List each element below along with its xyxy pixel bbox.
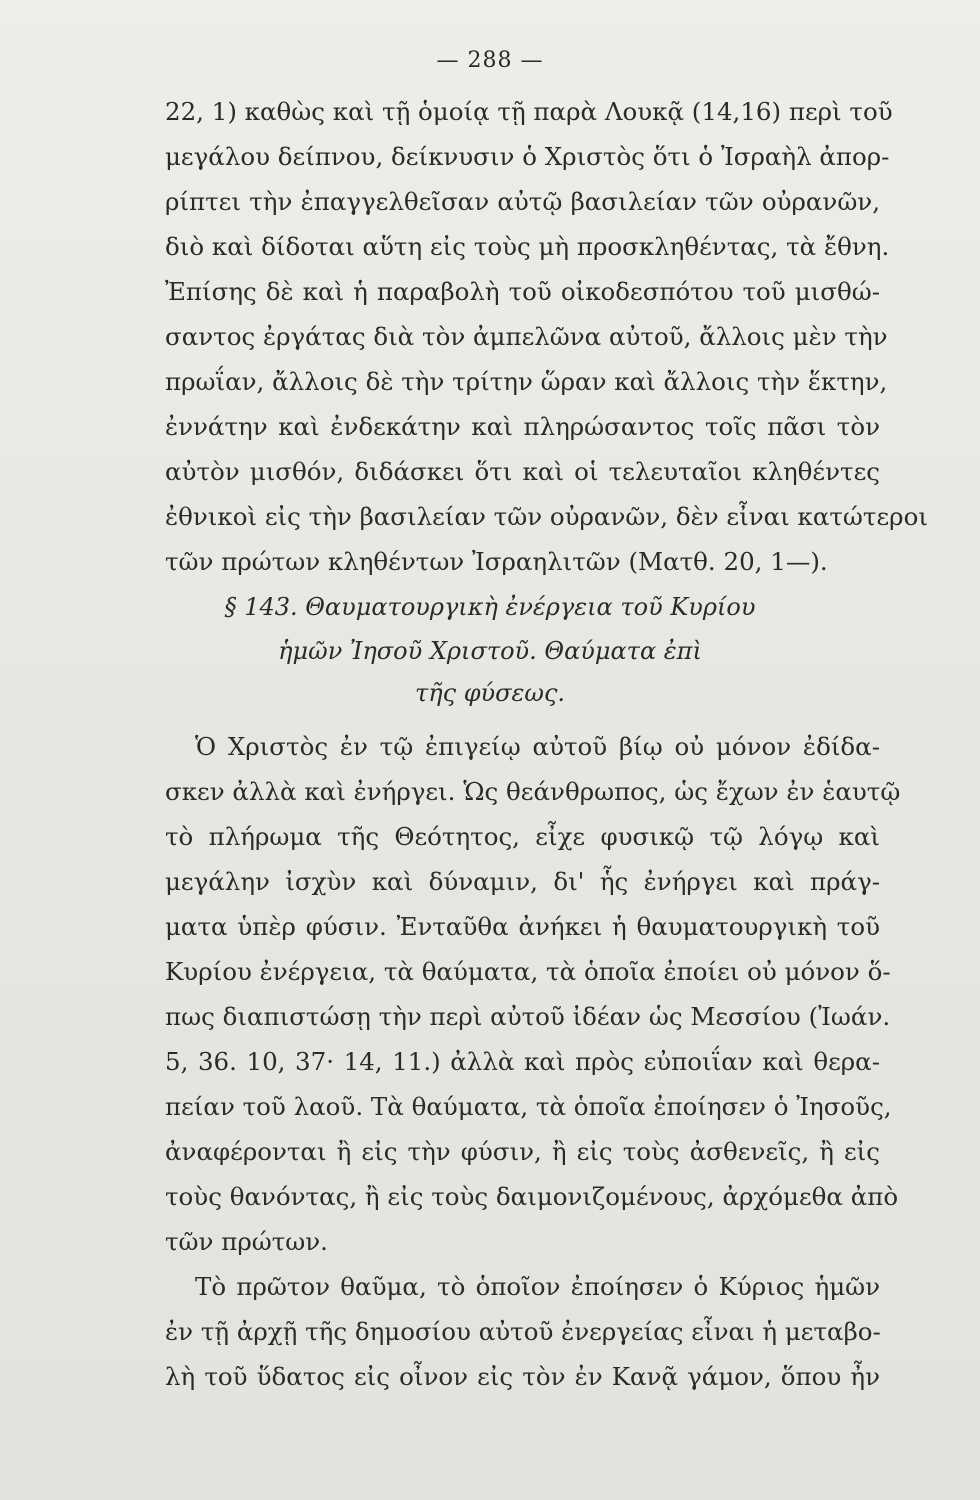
text-line: 22, 1) καθὼς καὶ τῇ ὁμοίᾳ τῇ παρὰ Λουκᾷ (14,16) περὶ τοῦ — [165, 97, 893, 126]
text-line: 5, 36. 10, 37· 14, 11.) ἀλλὰ καὶ πρὸς εὐποιΐαν καὶ θερα- — [165, 1047, 880, 1076]
text-line: ἐν τῇ ἀρχῇ τῆς δημοσίου αὐτοῦ ἐνεργείας εἶναι ἡ μεταβο- — [165, 1317, 881, 1346]
heading-line: § 143. Θαυματουργικὴ ἐνέργεια τοῦ Κυρίου — [224, 593, 756, 621]
heading-line: τῆς φύσεως. — [414, 679, 566, 707]
text-line: Ἐπίσης δὲ καὶ ἡ παραβολὴ τοῦ οἰκοδεσπότου τοῦ μισθώ- — [165, 277, 880, 306]
heading-line: ἡμῶν Ἰησοῦ Χριστοῦ. Θαύματα ἐπὶ — [278, 637, 702, 665]
text-line: τὸ πλήρωμα τῆς Θεότητος, εἶχε φυσικῷ τῷ λόγῳ καὶ — [165, 822, 880, 851]
page-number: — 288 — — [436, 48, 544, 73]
text-line: τοὺς θανόντας, ἢ εἰς τοὺς δαιμονιζομένους, ἀρχόμεθα ἀπὸ — [165, 1182, 899, 1211]
text-line: ἐννάτην καὶ ἐνδεκάτην καὶ πληρώσαντος τοῖς πᾶσι τὸν — [165, 412, 880, 441]
text-line: πείαν τοῦ λαοῦ. Τὰ θαύματα, τὰ ὁποῖα ἐποίησεν ὁ Ἰησοῦς, — [165, 1092, 892, 1121]
text-line: σαντος ἐργάτας διὰ τὸν ἀμπελῶνα αὐτοῦ, ἄλλοις μὲν τὴν — [165, 322, 888, 351]
text-line: ματα ὑπὲρ φύσιν. Ἐνταῦθα ἀνήκει ἡ θαυματουργικὴ τοῦ — [165, 912, 880, 941]
text-line: ρίπτει τὴν ἐπαγγελθεῖσαν αὐτῷ βασιλείαν τῶν οὐρανῶν, — [165, 187, 880, 216]
text-line: αὐτὸν μισθόν, διδάσκει ὅτι καὶ οἱ τελευταῖοι κληθέντες — [165, 457, 880, 486]
text-line: διὸ καὶ δίδοται αὕτη εἰς τοὺς μὴ προσκληθέντας, τὰ ἔθνη. — [165, 232, 890, 261]
text-line: ἀναφέρονται ἢ εἰς τὴν φύσιν, ἢ εἰς τοὺς ἀσθενεῖς, ἢ εἰς — [165, 1137, 880, 1166]
text-line: μεγάλην ἰσχὺν καὶ δύναμιν, δι' ἧς ἐνήργει καὶ πράγ- — [165, 867, 880, 896]
text-line: Τὸ πρῶτον θαῦμα, τὸ ὁποῖον ἐποίησεν ὁ Κύριος ἡμῶν — [195, 1272, 880, 1301]
text-line: Κυρίου ἐνέργεια, τὰ θαύματα, τὰ ὁποῖα ἐποίει οὐ μόνον ὅ- — [165, 957, 891, 986]
text-line: σκεν ἀλλὰ καὶ ἐνήργει. Ὡς θεάνθρωπος, ὡς ἔχων ἐν ἑαυτῷ — [165, 777, 901, 806]
text-line: ἐθνικοὶ εἰς τὴν βασιλείαν τῶν οὐρανῶν, δὲν εἶναι κατώτεροι — [165, 502, 928, 531]
text-line: λὴ τοῦ ὕδατος εἰς οἶνον εἰς τὸν ἐν Κανᾷ γάμον, ὅπου ἦν — [165, 1362, 880, 1391]
text-line: τῶν πρώτων. — [165, 1227, 328, 1256]
text-line: πως διαπιστώσῃ τὴν περὶ αὐτοῦ ἰδέαν ὡς Μεσσίου (Ἰωάν. — [165, 1002, 891, 1031]
text-line: τῶν πρώτων κληθέντων Ἰσραηλιτῶν (Ματθ. 20, 1—). — [165, 547, 828, 576]
text-line: μεγάλου δείπνου, δείκνυσιν ὁ Χριστὸς ὅτι ὁ Ἰσραὴλ ἀπορ- — [165, 142, 890, 171]
text-line: Ὁ Χριστὸς ἐν τῷ ἐπιγείῳ αὐτοῦ βίῳ οὐ μόνον ἐδίδα- — [195, 732, 880, 761]
text-line: πρωΐαν, ἄλλοις δὲ τὴν τρίτην ὥραν καὶ ἄλλοις τὴν ἕκτην, — [165, 367, 888, 396]
